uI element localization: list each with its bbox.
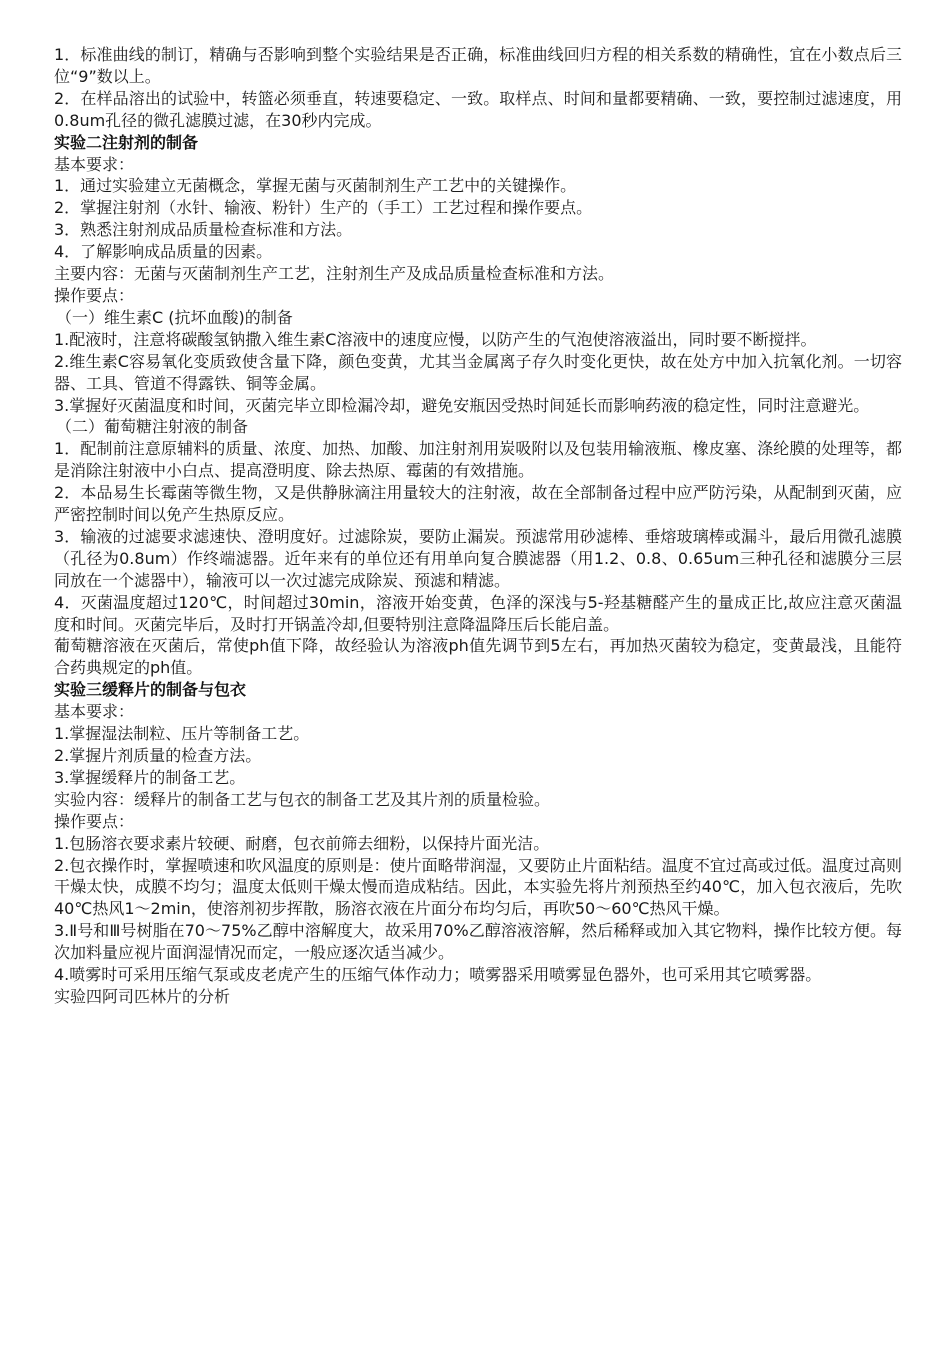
paragraph: 3.掌握好灭菌温度和时间，灭菌完毕立即检漏冷却，避免安瓶因受热时间延长而影响药液的稳定性，同时注意避光。: [54, 395, 870, 415]
paragraph: 2．掌握注射剂（水针、输液、粉针）生产的（手工）工艺过程和操作要点。: [54, 198, 593, 218]
subsection-heading: （二）葡萄糖注射液的制备: [56, 417, 249, 437]
paragraph: 2.维生素C容易氧化变质致使含量下降，颜色变黄，尤其当金属离子存久时变化更快，故在处方中加入抗氧化剂。一切容器、工具、管道不得露铁、铜等金属。: [54, 351, 902, 393]
paragraph: 2．本品易生长霉菌等微生物，又是供静脉滴注用量较大的注射液，故在全部制备过程中应严防污染，从配制到灭菌，应严密控制时间以免产生热原反应。: [54, 483, 902, 525]
paragraph: 操作要点：: [54, 285, 135, 305]
subsection-heading: （一）维生素C (抗坏血酸)的制备: [56, 307, 293, 327]
paragraph: 基本要求：: [54, 154, 135, 174]
paragraph: 实验四阿司匹林片的分析: [54, 986, 231, 1006]
paragraph: 1.掌握湿法制粒、压片等制备工艺。: [54, 724, 310, 744]
paragraph: 3．熟悉注射剂成品质量检查标准和方法。: [54, 220, 353, 240]
paragraph: 2.掌握片剂质量的检查方法。: [54, 746, 262, 765]
paragraph: 基本要求：: [54, 702, 135, 722]
paragraph: 3．输液的过滤要求滤速快、澄明度好。过滤除炭，要防止漏炭。预滤常用砂滤棒、垂熔玻璃棒或漏斗，最后用微孔滤膜（孔径为0.8um）作终端滤器。近年来有的单位还有用单向复合膜滤器（用1.2、0.8、0.65um三种孔径和滤膜分三层同放在一个滤器中），输液可以一次过滤完成除炭、预滤和精滤。: [54, 526, 902, 590]
paragraph: 4．了解影响成品质量的因素。: [54, 242, 273, 262]
paragraph: 实验内容：缓释片的制备工艺与包衣的制备工艺及其片剂的质量检验。: [54, 789, 551, 809]
paragraph: 1．通过实验建立无菌概念，掌握无菌与灭菌制剂生产工艺中的关键操作。: [54, 176, 577, 196]
paragraph: 操作要点：: [54, 811, 135, 831]
paragraph: 葡萄糖溶液在灭菌后，常使ph值下降，故经验认为溶液ph值先调节到5左右，再加热灭菌较为稳定，变黄最浅，且能符合药典规定的ph值。: [54, 636, 902, 678]
paragraph: 2．在样品溶出的试验中，转篮必须垂直，转速要稳定、一致。取样点、时间和量都要精确、一致，要控制过滤速度，用0.8um孔径的微孔滤膜过滤，在30秒内完成。: [54, 88, 902, 130]
paragraph: 1.包肠溶衣要求素片较硬、耐磨，包衣前筛去细粉，以保持片面光洁。: [54, 833, 550, 853]
paragraph: 3.掌握缓释片的制备工艺。: [54, 767, 246, 787]
section-heading: 实验二注射剂的制备: [54, 132, 199, 152]
paragraph: 3.Ⅱ号和Ⅲ号树脂在70～75%乙醇中溶解度大，故采用70%乙醇溶液溶解，然后稀释或加入其它物料，操作比较方便。每次加料量应视片面润湿情况而定，一般应逐次适当减少。: [54, 921, 902, 963]
paragraph: 1.配液时，注意将碳酸氢钠撒入维生素C溶液中的速度应慢，以防产生的气泡使溶液溢出，同时要不断搅拌。: [54, 329, 817, 349]
document-page: [54, 44, 902, 1008]
section-heading: 实验三缓释片的制备与包衣: [54, 680, 247, 700]
paragraph: 1．标准曲线的制订，精确与否影响到整个实验结果是否正确，标准曲线回归方程的相关系数的精确性，宜在小数点后三位“9”数以上。: [54, 45, 902, 86]
paragraph: 主要内容：无菌与灭菌制剂生产工艺，注射剂生产及成品质量检查标准和方法。: [54, 264, 615, 284]
paragraph: 2.包衣操作时，掌握喷速和吹风温度的原则是：使片面略带润湿，又要防止片面粘结。温度不宜过高或过低。温度过高则干燥太快，成膜不均匀；温度太低则干燥太慢而造成粘结。因此，本实验先将片剂预热至约40℃，加入包衣液后，先吹40℃热风1～2min，使溶剂初步挥散，肠溶衣液在片面分布均匀后，再吹50～60℃热风干燥。: [54, 855, 902, 919]
paragraph: 4．灭菌温度超过120℃，时间超过30min，溶液开始变黄，色泽的深浅与5-羟基糖醛产生的量成正比,故应注意灭菌温度和时间。灭菌完毕后，及时打开锅盖冷却,但要特别注意降温降压后长能启盖。: [54, 592, 902, 634]
paragraph: 1．配制前注意原辅料的质量、浓度、加热、加酸、加注射剂用炭吸附以及包装用输液瓶、橡皮塞、涤纶膜的处理等，都是消除注射液中小白点、提高澄明度、除去热原、霉菌的有效措施。: [54, 439, 902, 481]
paragraph: 4.喷雾时可采用压缩气泵或皮老虎产生的压缩气体作动力；喷雾器采用喷雾显色器外，也可采用其它喷雾器。: [54, 965, 822, 985]
